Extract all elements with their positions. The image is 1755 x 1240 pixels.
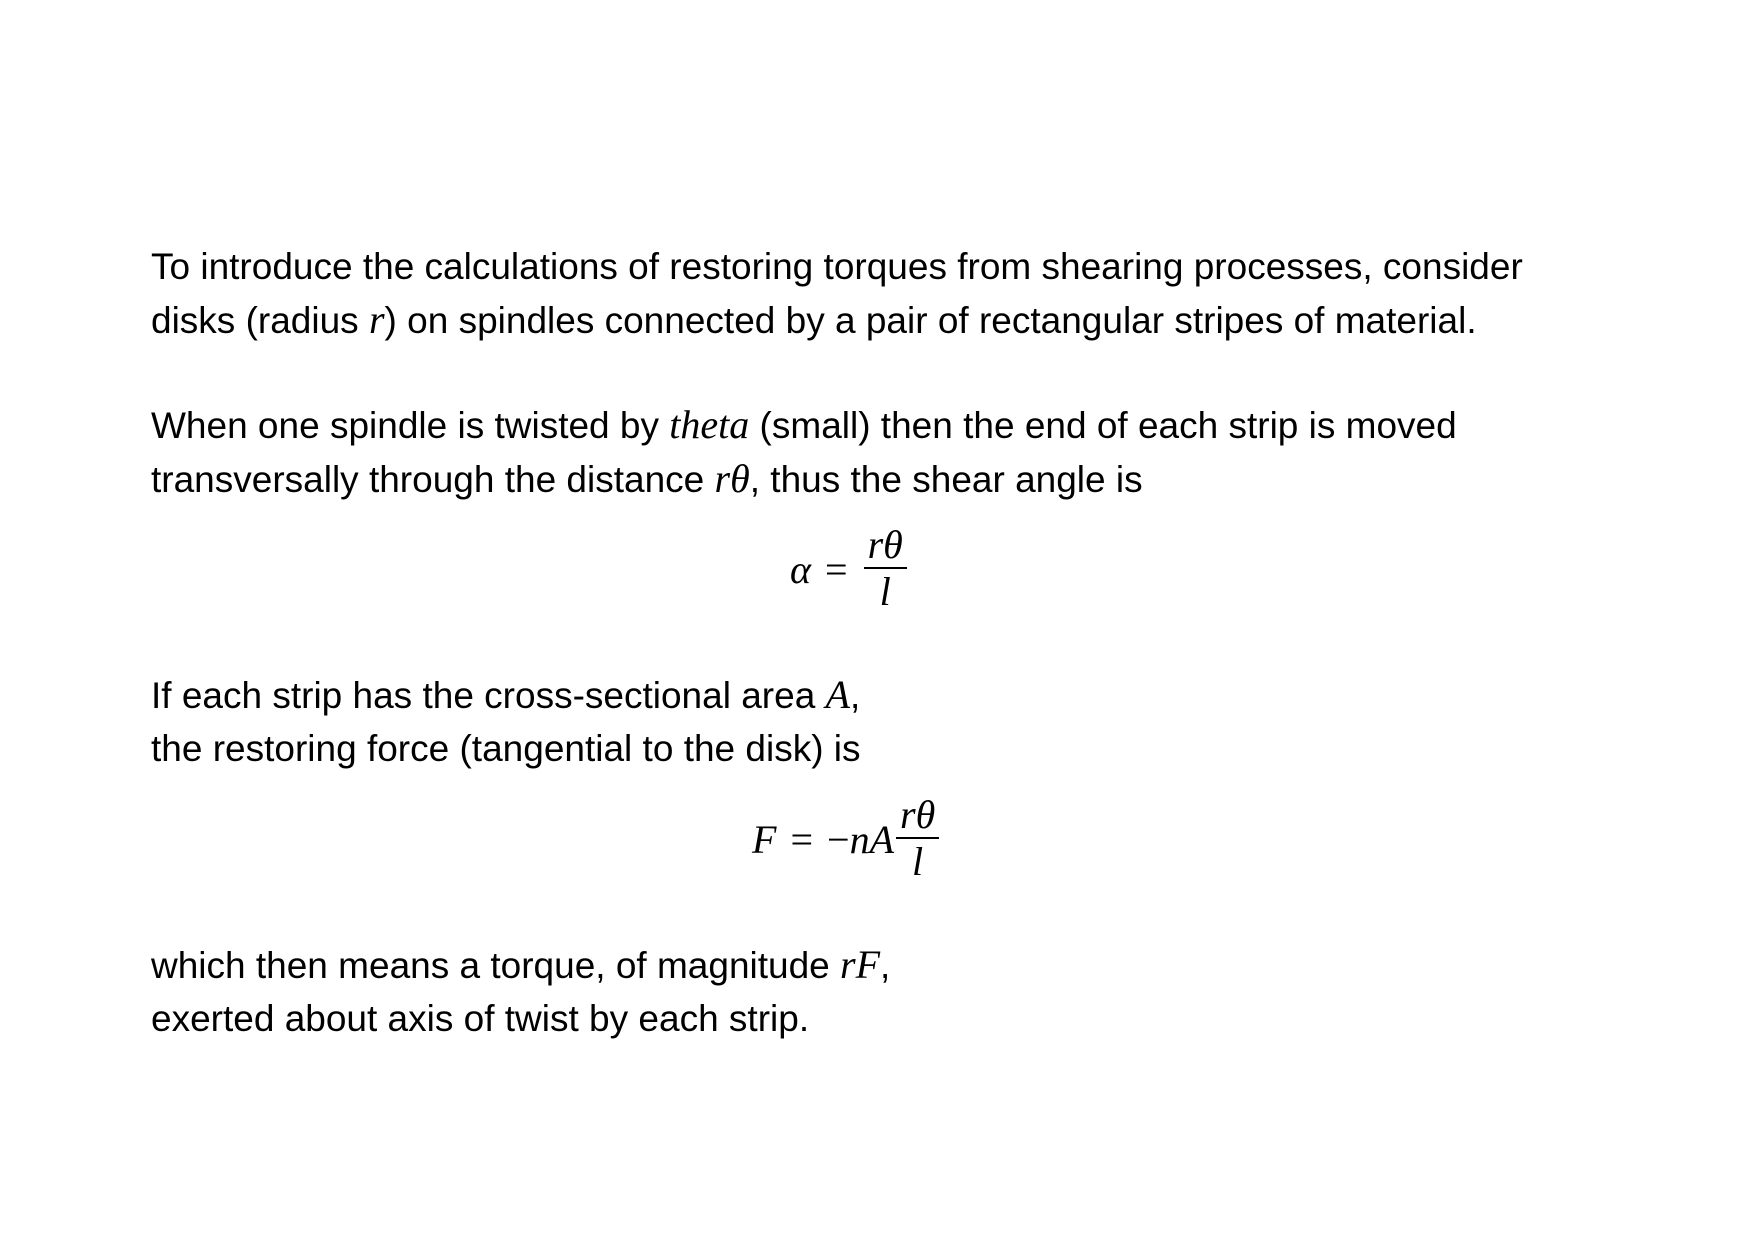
equation-2-denominator: l — [912, 839, 924, 884]
intro-line-1-text: To introduce the calculations of restoring torques from shearing processes, consider — [151, 246, 1523, 287]
paragraph-intro-line-1 — [151, 240, 1611, 293]
paragraph-torque-line-1 — [151, 938, 1611, 992]
distance-variable: rθ — [714, 456, 750, 501]
torque-line-1-post: , — [880, 945, 891, 986]
torque-line-2-text: exerted about axis of twist by each strip. — [151, 998, 810, 1039]
area-line-1-post: , — [849, 675, 861, 716]
paragraph-twist — [151, 398, 1611, 506]
paragraph-twist-line-2 — [151, 452, 1611, 506]
paragraph-area-line-1 — [151, 668, 1611, 722]
equation-2-equals: = — [790, 816, 813, 862]
twist-line-2-pre: transversally through the distance — [151, 459, 715, 500]
paragraph-intro — [151, 240, 1611, 347]
torque-variable: rF — [840, 942, 881, 987]
area-variable: A — [825, 672, 850, 717]
paragraph-torque-line-2 — [151, 992, 1611, 1045]
equation-2-numerator: rθ — [900, 792, 936, 837]
equation-shear-angle — [790, 523, 907, 615]
area-line-1-pre: If each strip has the cross-sectional area — [151, 675, 826, 716]
equation-restoring-force — [752, 793, 939, 885]
equation-1-fraction — [864, 523, 907, 615]
equation-1-lhs: α — [790, 546, 811, 592]
equation-1-numerator: rθ — [867, 522, 903, 567]
equation-2-fraction — [896, 793, 939, 885]
radius-variable: r — [368, 297, 385, 342]
paragraph-intro-line-2 — [151, 293, 1611, 347]
intro-line-2-pre: disks (radius — [151, 300, 369, 341]
equation-2-sign: − — [827, 816, 850, 862]
paragraph-twist-line-1 — [151, 398, 1611, 452]
paragraph-area-line-2 — [151, 722, 1611, 775]
equation-2-factor: nA — [849, 816, 894, 862]
twist-line-2-post: , thus the shear angle is — [749, 459, 1143, 500]
twist-line-1-post: (small) then the end of each strip is moved — [749, 405, 1457, 446]
area-line-2-text: the restoring force (tangential to the disk) is — [151, 728, 861, 769]
paragraph-area — [151, 668, 1611, 775]
theta-variable: theta — [669, 402, 750, 447]
intro-line-2-post: ) on spindles connected by a pair of rectangular stripes of material. — [384, 300, 1477, 341]
equation-1-denominator: l — [879, 569, 891, 614]
paragraph-torque — [151, 938, 1611, 1045]
equation-2-lhs: F — [752, 816, 777, 862]
torque-line-1-pre: which then means a torque, of magnitude — [151, 945, 841, 986]
twist-line-1-pre: When one spindle is twisted by — [151, 405, 670, 446]
equation-1-equals: = — [825, 546, 848, 592]
